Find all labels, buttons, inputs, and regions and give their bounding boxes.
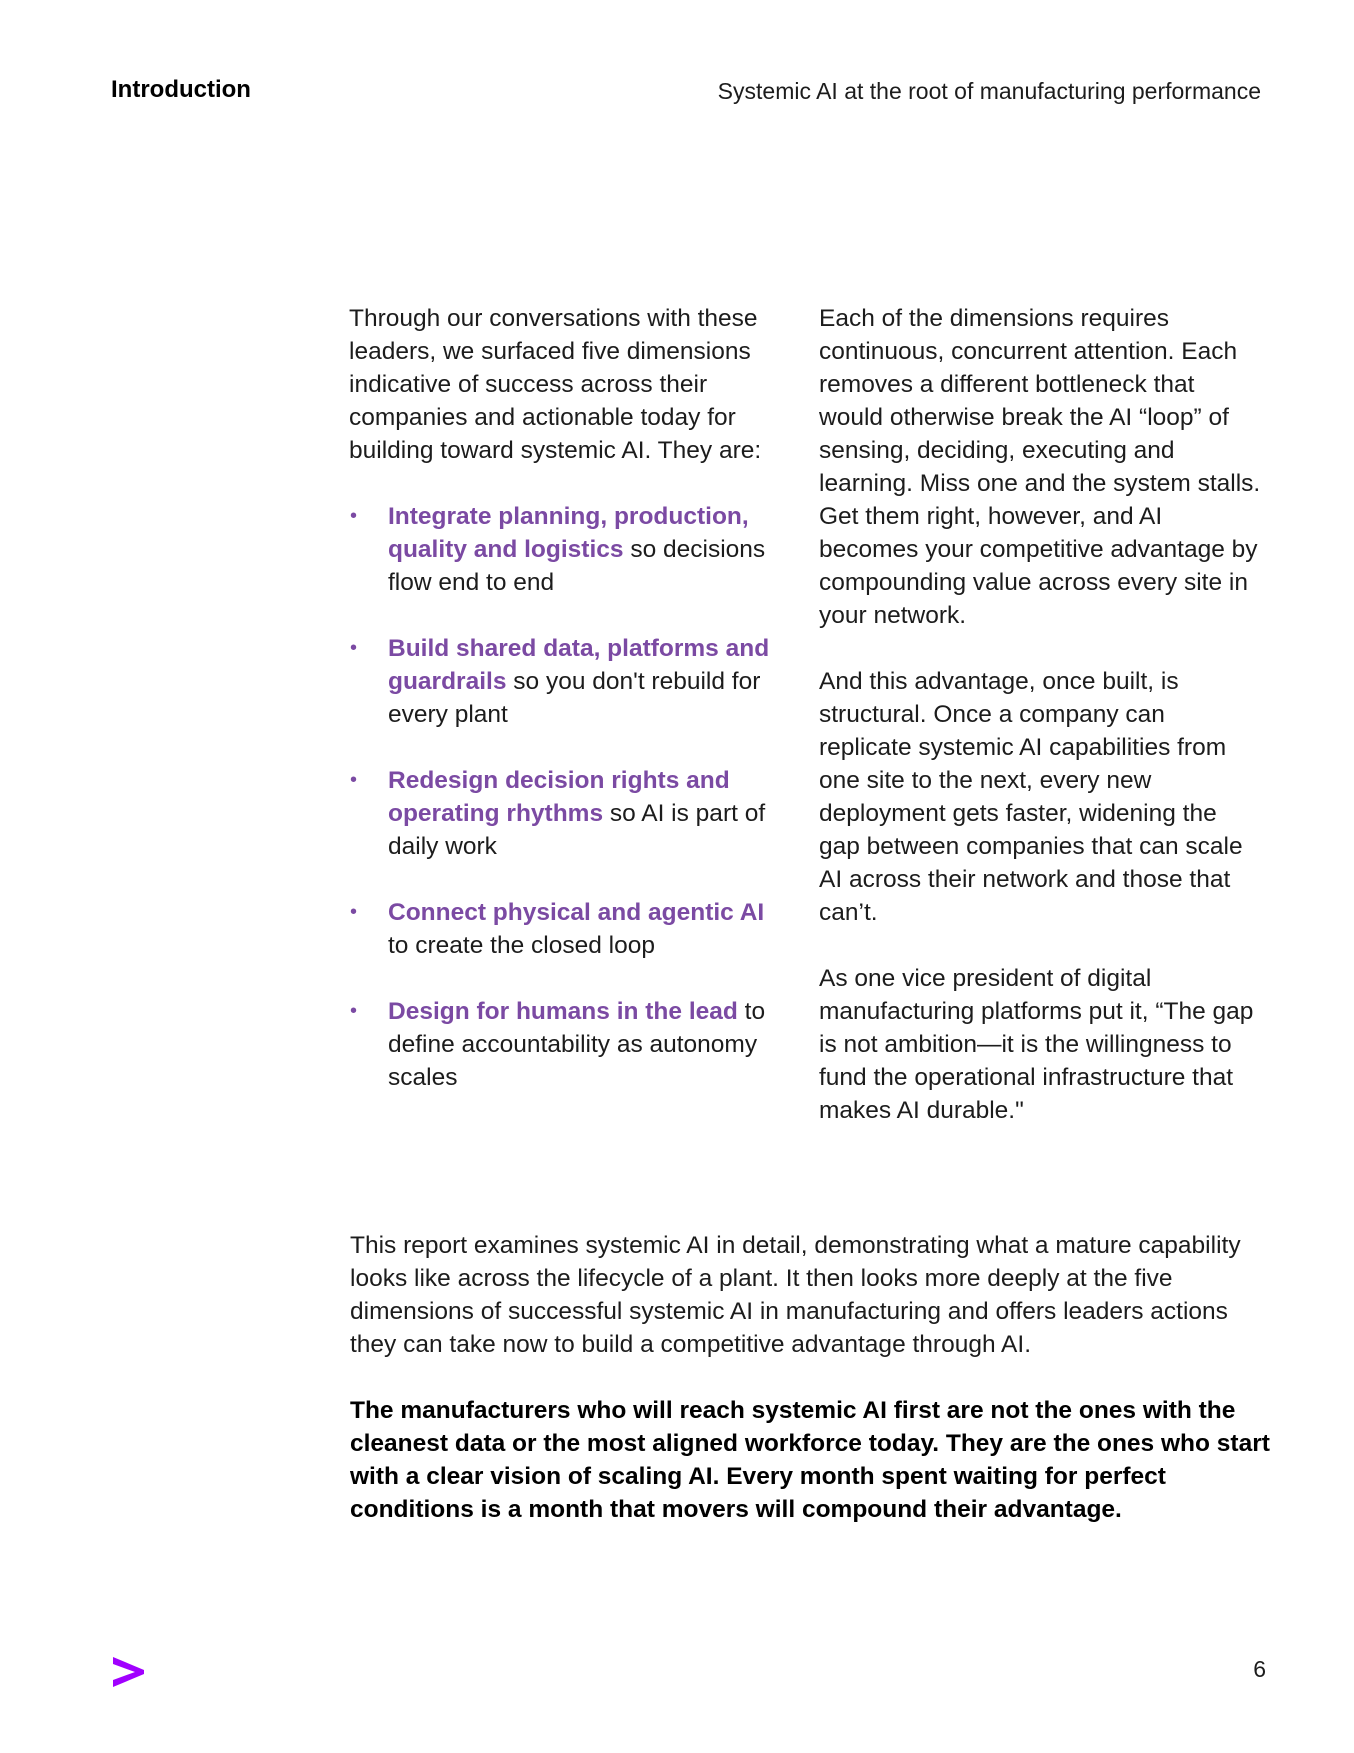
page-number: 6 bbox=[1253, 1656, 1266, 1682]
dimension-highlight: Connect physical and agentic AI bbox=[388, 899, 765, 926]
dimensions-list bbox=[349, 500, 789, 1094]
bullet-icon: • bbox=[350, 505, 358, 527]
document-title: Systemic AI at the root of manufacturing performance bbox=[717, 78, 1261, 104]
section-label: Introduction bbox=[111, 76, 251, 103]
summary-paragraph: This report examines systemic AI in detail, demonstrating what a mature capability looks like across the lifecycle of a plant. It then looks more deeply at the five dimensions of successful systemic AI in manufacturing and offers leaders actions they can take now to build a competitive advantage through AI. bbox=[350, 1232, 1241, 1358]
dimension-highlight: Redesign decision rights and operating rhythms bbox=[388, 767, 730, 827]
bullet-icon: • bbox=[350, 637, 358, 659]
list-item bbox=[349, 500, 789, 599]
accenture-chevron-icon bbox=[110, 1653, 146, 1689]
body-paragraph: And this advantage, once built, is structural. Once a company can replicate systemic AI capabilities from one site to the next, every new deployment gets faster, widening the gap between companies that can scale AI across their network and those that can’t. bbox=[819, 668, 1243, 926]
bullet-icon: • bbox=[350, 901, 358, 923]
list-item bbox=[349, 632, 789, 731]
intro-paragraph: Through our conversations with these leaders, we surfaced five dimensions indicative of success across their companies and actionable today for building toward systemic AI. They are: bbox=[349, 305, 762, 464]
quote-paragraph: As one vice president of digital manufacturing platforms put it, “The gap is not ambition—it is the willingness to fund the operational infrastructure that makes AI durable." bbox=[819, 965, 1254, 1124]
bullet-icon: • bbox=[350, 769, 358, 791]
right-column bbox=[819, 302, 1264, 1127]
dimension-text: so decisions flow end to end bbox=[388, 536, 766, 596]
summary-section bbox=[350, 1229, 1270, 1526]
body-paragraph: Each of the dimensions requires continuous, concurrent attention. Each removes a different bottleneck that would otherwise break the AI “loop” of sensing, deciding, executing and learning. Miss one and the system stalls. Get them right, however, and AI becomes your competitive advantage by compounding value across every site in your network. bbox=[819, 305, 1261, 629]
bullet-icon: • bbox=[350, 1000, 358, 1022]
list-item bbox=[349, 764, 789, 863]
list-item bbox=[349, 896, 789, 962]
key-takeaway: The manufacturers who will reach systemic AI first are not the ones with the cleanest data or the most aligned workforce today. They are the ones who start with a clear vision of scaling AI. Every month spent waiting for perfect conditions is a month that movers will compound their advantage. bbox=[350, 1397, 1270, 1523]
dimension-text: so you don't rebuild for every plant bbox=[388, 668, 761, 728]
dimension-highlight: Build shared data, platforms and guardrails bbox=[388, 635, 770, 695]
left-column bbox=[349, 302, 789, 1127]
dimension-highlight: Design for humans in the lead bbox=[388, 998, 738, 1025]
dimension-text: to create the closed loop bbox=[388, 932, 655, 959]
dimension-text: so AI is part of daily work bbox=[388, 800, 766, 860]
dimension-highlight: Integrate planning, production, quality and logistics bbox=[388, 503, 749, 563]
list-item bbox=[349, 995, 789, 1094]
dimension-text: to define accountability as autonomy scales bbox=[388, 998, 766, 1091]
